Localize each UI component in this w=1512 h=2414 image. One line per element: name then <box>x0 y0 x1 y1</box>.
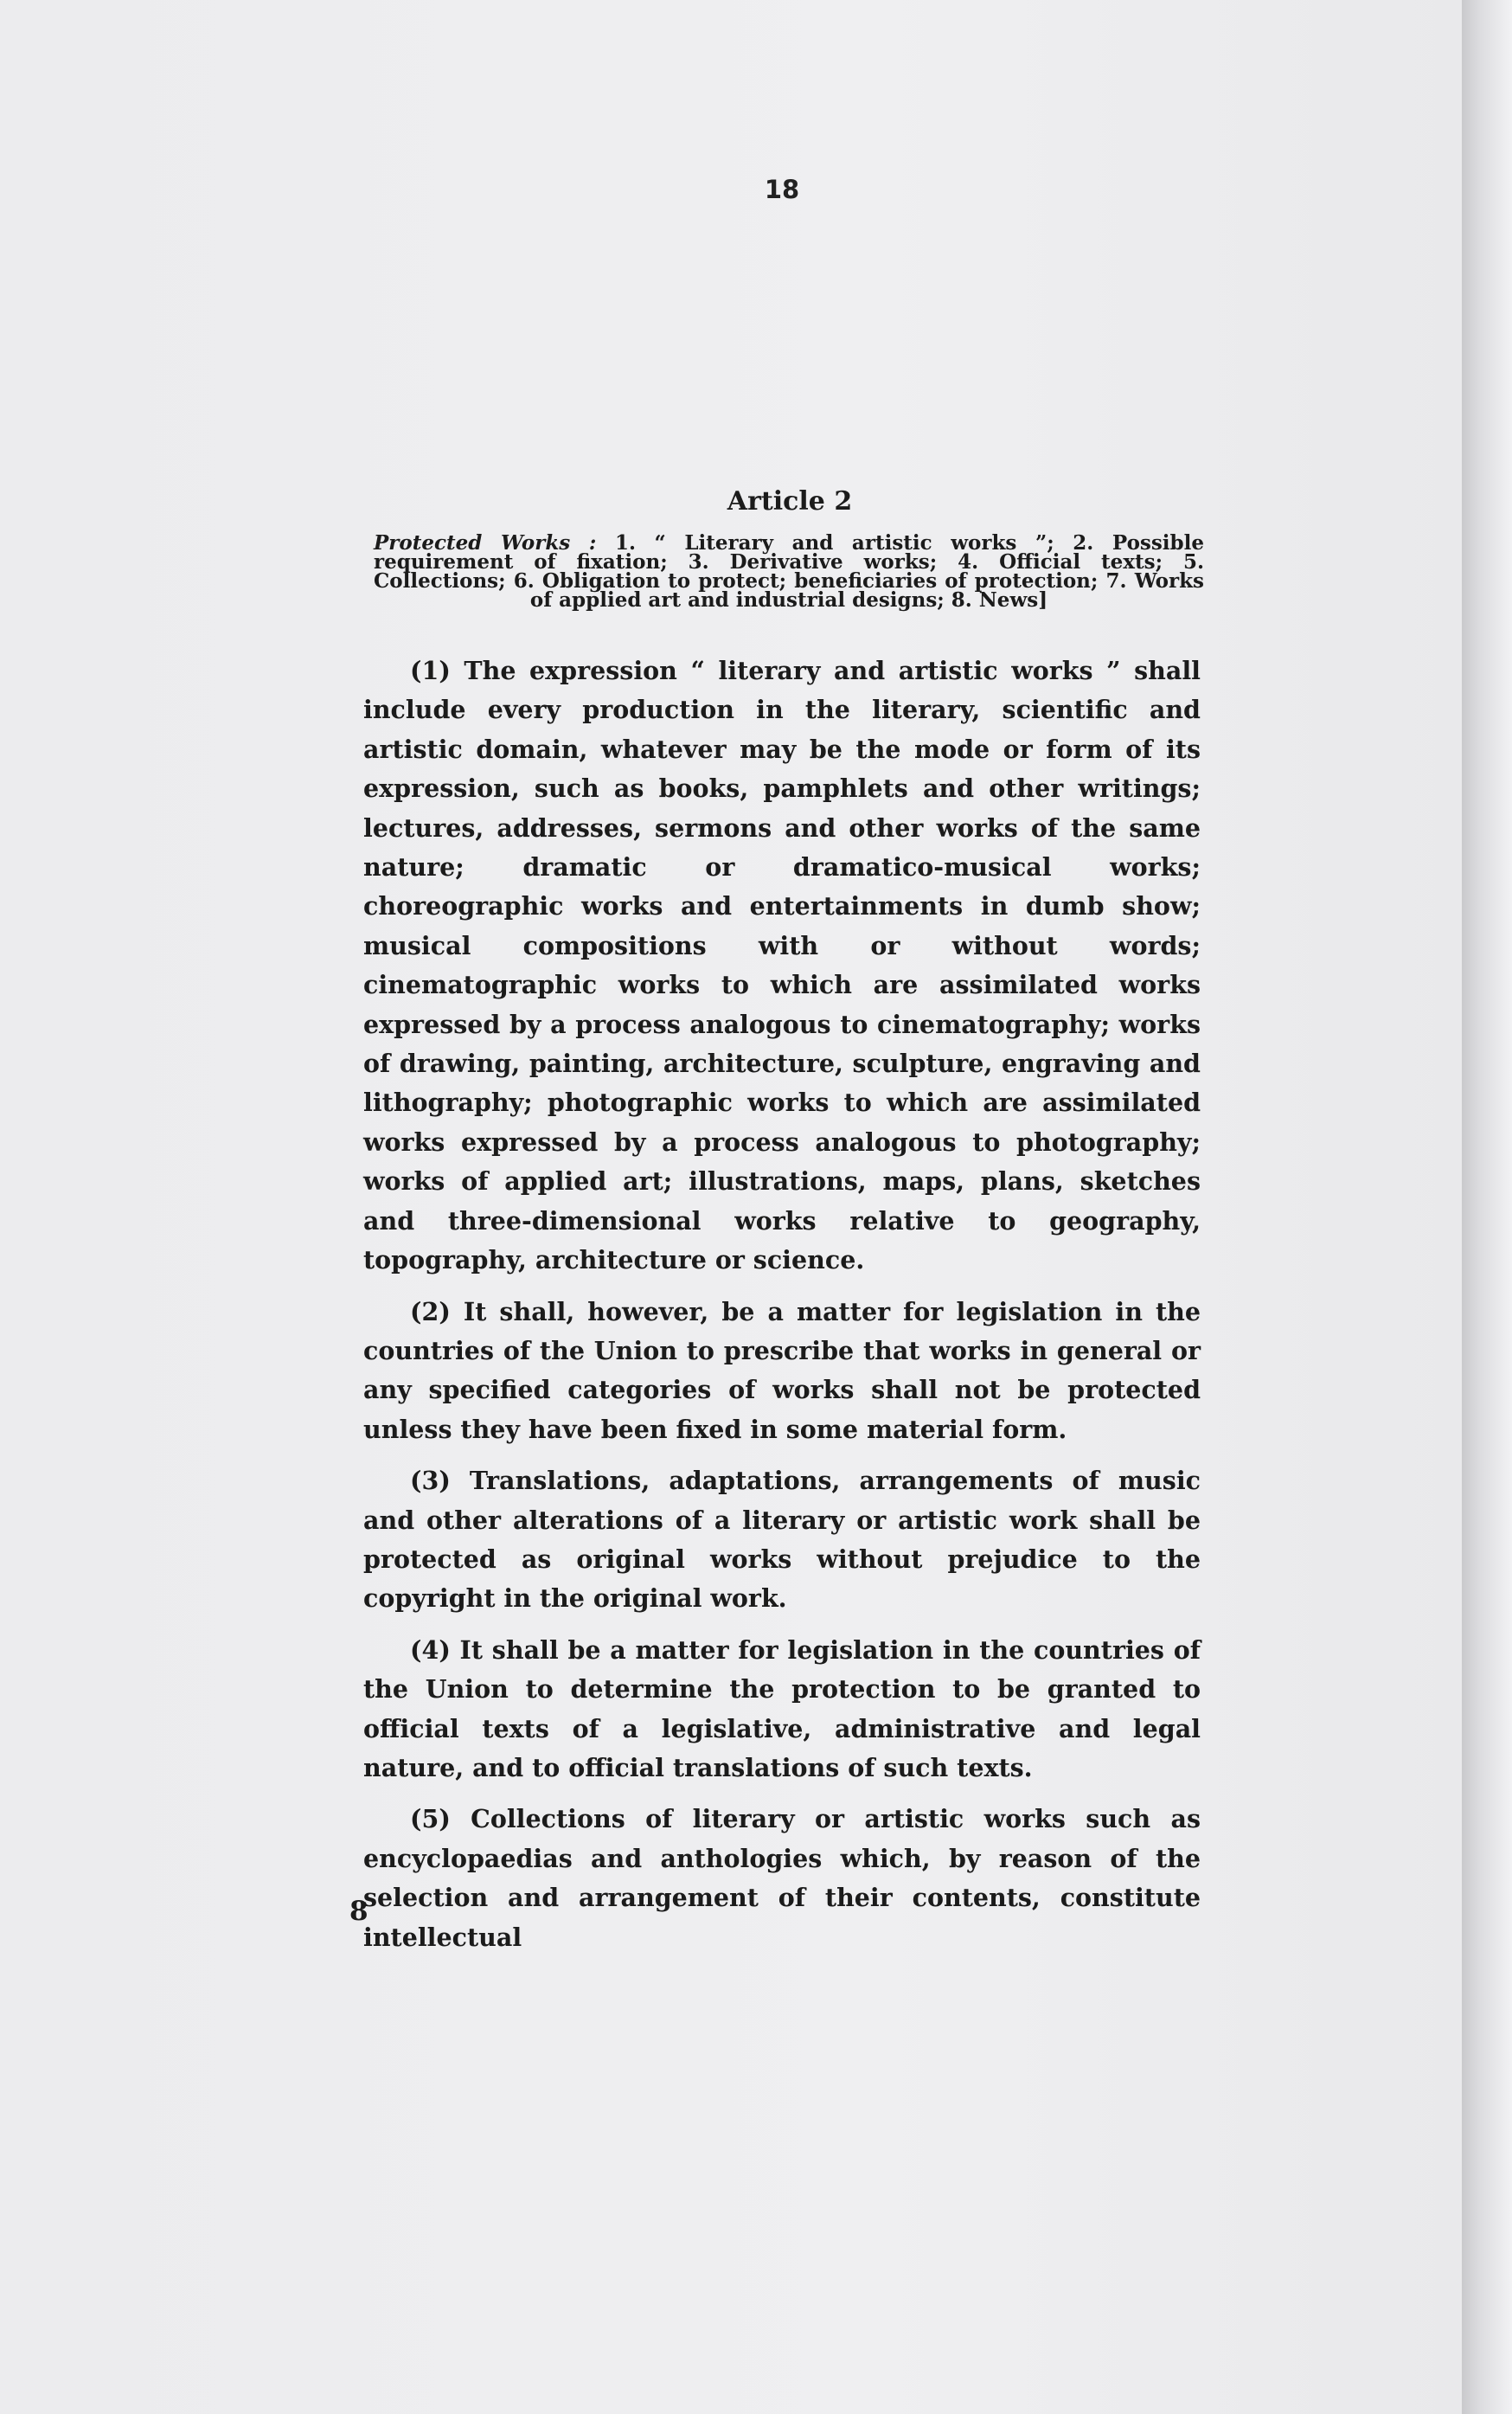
article-body <box>363 652 1201 1969</box>
paragraph-1: (1) The expression “ literary and artistic works ” shall include every production in the literary, scientific and artistic domain, whatever may be the mode or form of its expression, such as books, pamphlets and other writings; lectures, addresses, sermons and other works of the same nature; dramatic or dramatico-musical works; choreographic works and entertainments in dumb show; musical compositions with or without words; cinematographic works to which are assimilated works expressed by a process analogous to cinematography; works of drawing, painting, architecture, sculpture, engraving and lithography; photographic works to which are assimilated works expressed by a process analogous to photography; works of applied art; illustrations, maps, plans, sketches and three-dimensional works relative to geography, topography, architecture or science. <box>363 656 1201 1275</box>
article-title: Article 2 <box>727 486 853 517</box>
paragraph-4: (4) It shall be a matter for legislation in the countries of the Union to determine the protection to be granted to official texts of a legislative, administrative and legal nature, and to official translations of such texts. <box>363 1634 1201 1782</box>
paragraph-3: (3) Translations, adaptations, arrangements of music and other alterations of a literary or artistic work shall be protected as original works without prejudice to the copyright in the original work. <box>363 1466 1201 1614</box>
sheet-number: 8 <box>349 1896 368 1927</box>
summary-label: Protected Works : <box>374 531 597 555</box>
page-number: 18 <box>764 175 800 204</box>
paragraph-5: (5) Collections of literary or artistic works such as encyclopaedias and anthologies which, by reason of the selection and arrangement of their contents, constitute intellectual <box>363 1804 1201 1952</box>
summary-text: 1. “ Literary and artistic works ”; 2. Possible requirement of fixation; 3. Derivative works; 4. Official texts; 5. Collections; 6. Obligation to protect; beneficiaries of protection; 7. Works of applied art and industrial designs; 8. News] <box>374 531 1204 612</box>
article-summary <box>374 531 1204 612</box>
page-edge <box>1462 0 1512 2414</box>
paragraph-2: (2) It shall, however, be a matter for legislation in the countries of the Union to prescribe that works in general or any specified categories of works shall not be protected unless they have been fixed in some material form. <box>363 1296 1201 1444</box>
